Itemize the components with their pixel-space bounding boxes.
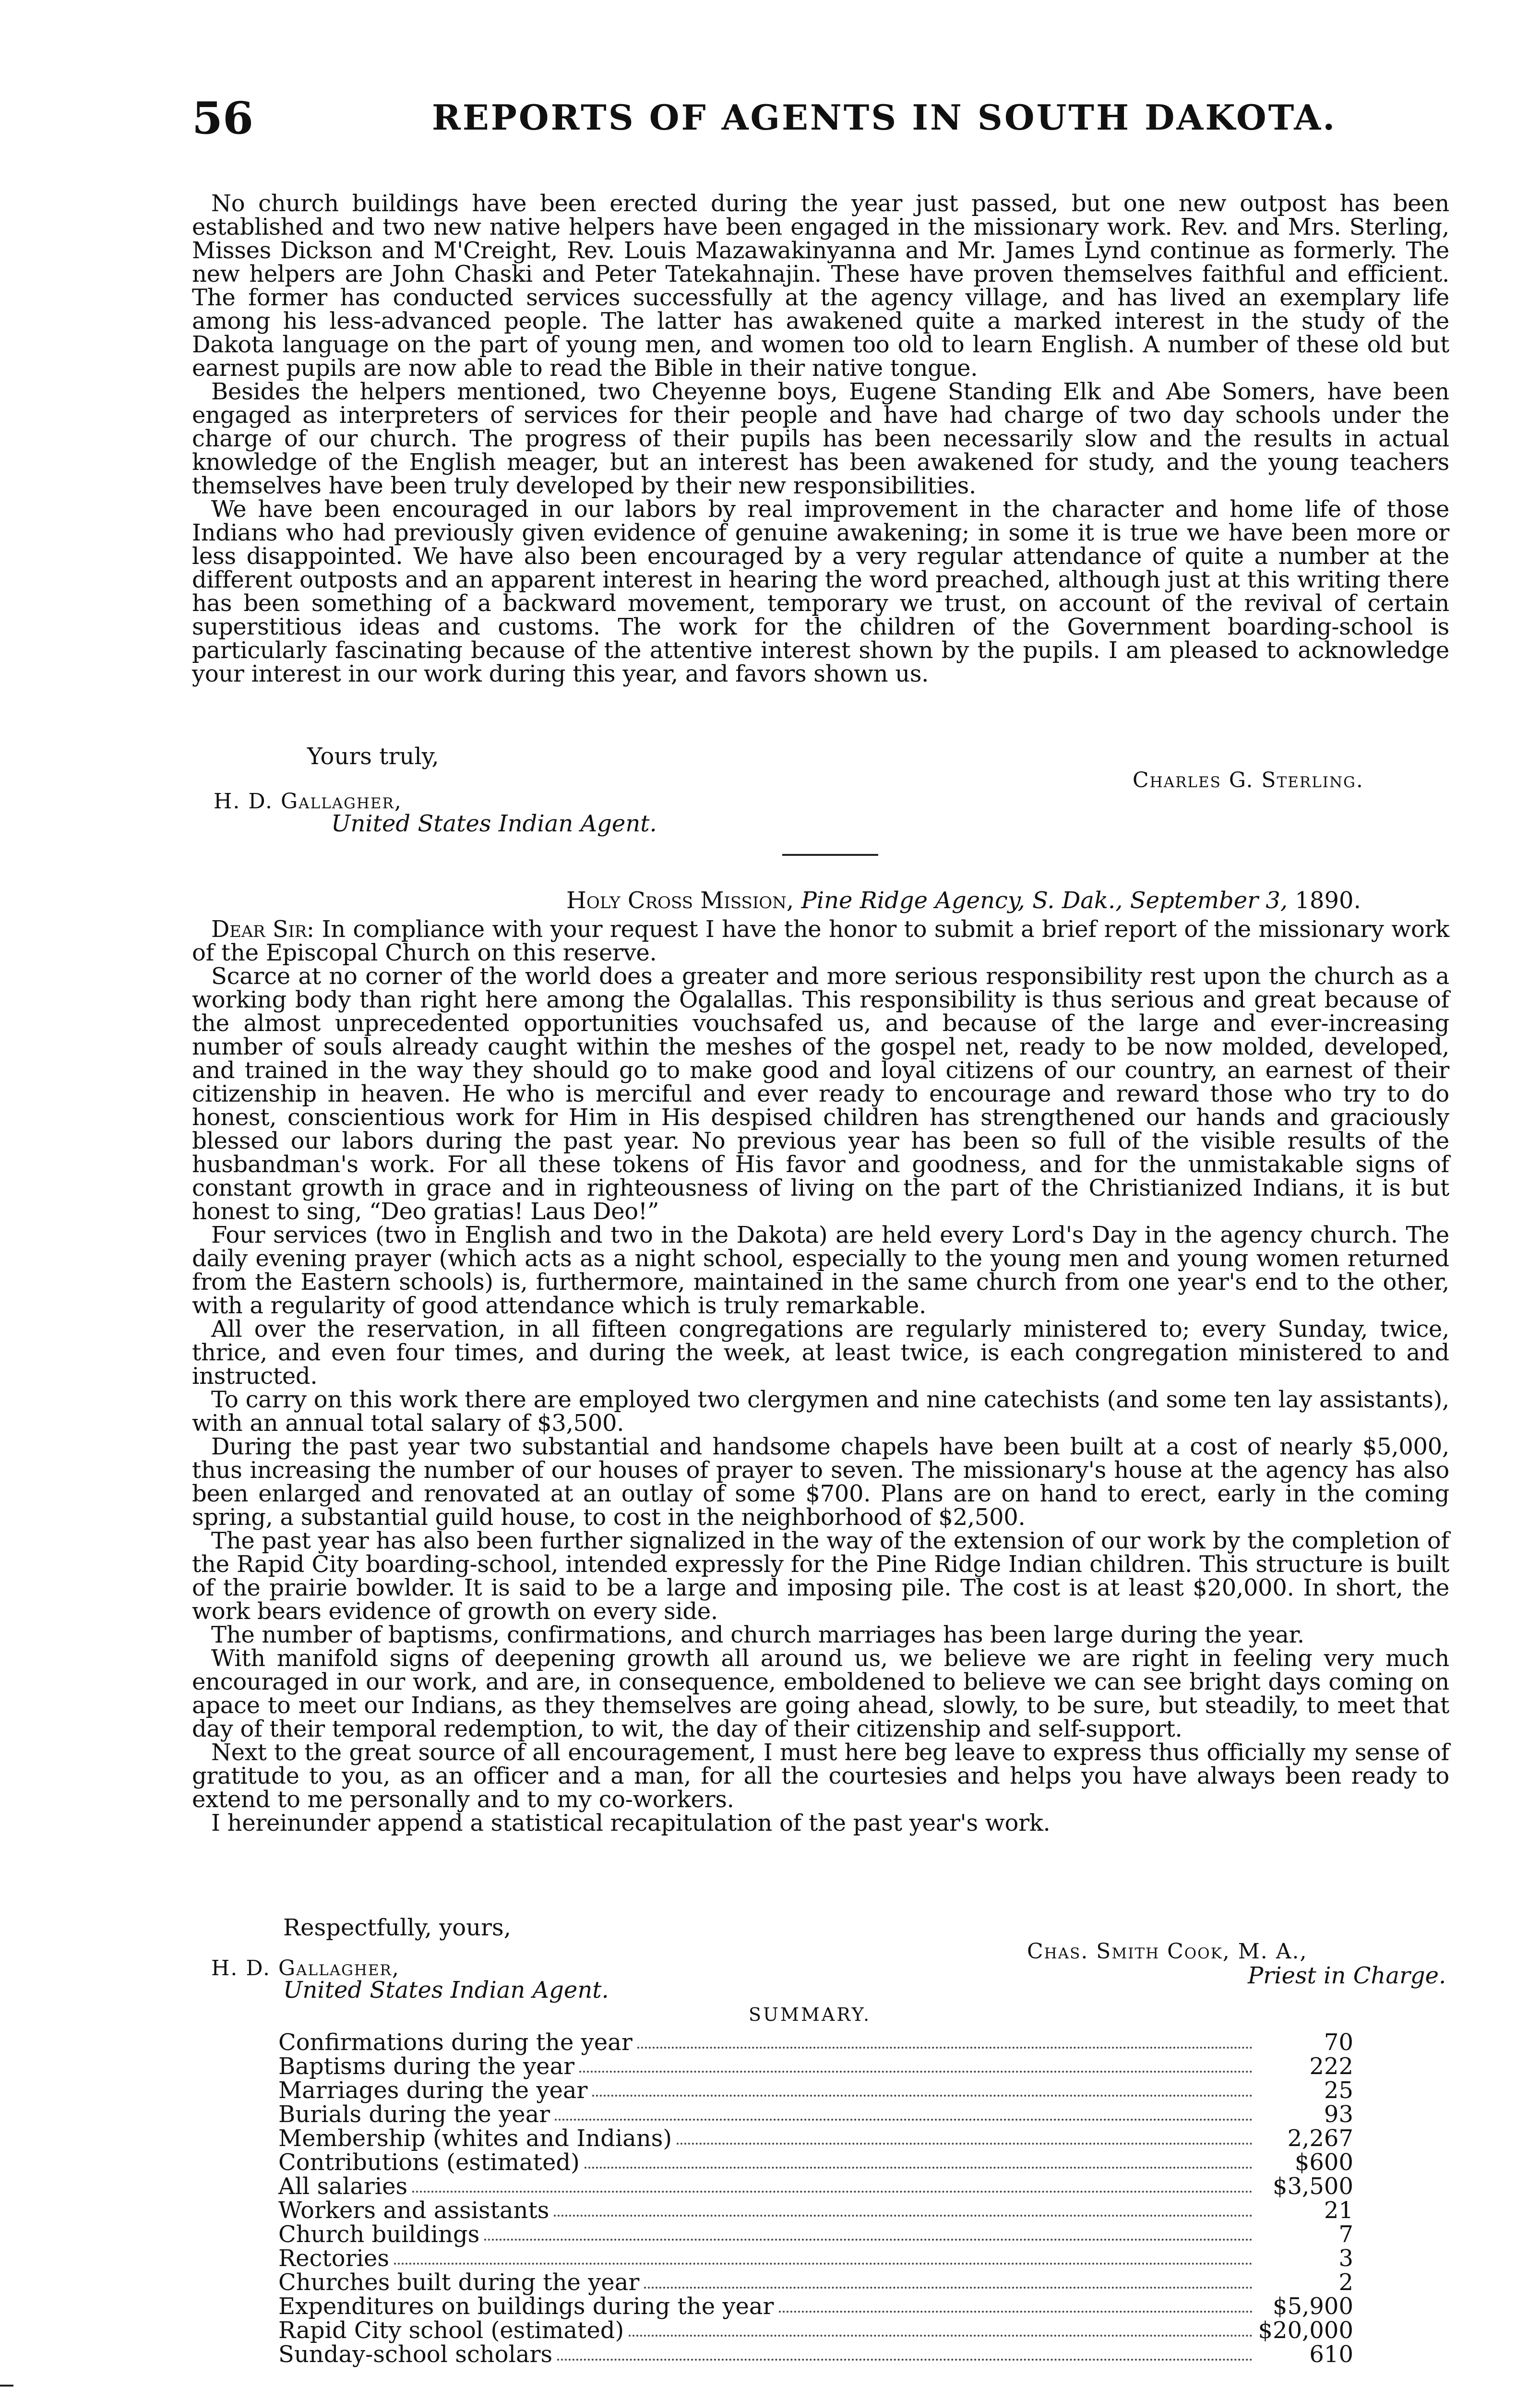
summary-label: All salaries <box>278 2173 408 2200</box>
paragraph: All over the reservation, in all fifteen congregations are regularly ministered to; every Sunday, twice, thrice, and even four times, and during the week, at least twice, is each congregation ministered to and instructed. <box>192 1316 1449 1390</box>
leader-dots <box>677 2143 1253 2145</box>
summary-row <box>278 2174 1353 2198</box>
summary-label: Churches built during the year <box>278 2269 640 2296</box>
summary-value: 70 <box>1324 2029 1353 2056</box>
leader-dots <box>412 2191 1253 2193</box>
summary-value: 2 <box>1338 2269 1353 2296</box>
summary-value: 7 <box>1338 2221 1353 2248</box>
leader-dots <box>644 2287 1253 2289</box>
summary-value: 222 <box>1309 2053 1353 2080</box>
summary-value: $20,000 <box>1258 2317 1353 2344</box>
page-number: 56 <box>192 92 254 144</box>
closing-line: Respectfully, yours, <box>283 1914 511 1941</box>
summary-label: Church buildings <box>278 2221 480 2248</box>
summary-label: Expenditures on buildings during the year <box>278 2293 774 2320</box>
summary-value: $600 <box>1294 2149 1353 2176</box>
summary-label: Rectories <box>278 2245 389 2272</box>
signature-cook: Chas. Smith Cook, M. A., <box>1027 1939 1308 1964</box>
summary-label: Contributions (estimated) <box>278 2149 580 2176</box>
paragraph-text: In compliance with your request I have the honor to submit a brief report of the missionary work of the Episcopal Church on this reserve. <box>192 916 1449 966</box>
paragraph: With manifold signs of deepening growth all around us, we believe we are right in feeling very much encouraged in our work, and are, in consequence, emboldened to believe we can see bright days coming on apace to meet our Indians, as they themselves are going ahead, slowly, to be sure, but steadily, to meet that day of their temporal redemption, to wit, the day of their citizenship and self-support. <box>192 1645 1449 1742</box>
salutation: Dear Sir: <box>211 916 314 943</box>
paragraph: Next to the great source of all encouragement, I must here beg leave to express thus officially my sense of gratitude to you, as an officer and a man, for all the courtesies and helps you have always been ready to extend to me personally and to my co-workers. <box>192 1739 1449 1813</box>
summary-label: Baptisms during the year <box>278 2053 575 2080</box>
section-divider <box>782 854 878 856</box>
leader-dots <box>637 2047 1253 2049</box>
paragraph: Four services (two in English and two in the Dakota) are held every Lord's Day in the agency church. The daily evening prayer (which acts as a night school, especially to the young men and young women returned from the Eastern schools) is, furthermore, maintained in the same church from one year's end to the other, with a regularity of good attendance which is truly remarkable. <box>192 1222 1449 1319</box>
summary-row <box>278 2294 1353 2318</box>
addressee-name: H. D. Gallagher, <box>214 789 402 814</box>
signature-sterling: Charles G. Sterling. <box>1133 768 1364 792</box>
summary-value: $5,900 <box>1273 2293 1353 2320</box>
summary-value: 25 <box>1324 2077 1353 2104</box>
leader-dots <box>484 2239 1253 2241</box>
summary-label: Burials during the year <box>278 2101 550 2128</box>
summary-row <box>278 2150 1353 2174</box>
closing-line: Yours truly, <box>307 743 439 770</box>
summary-value: 2,267 <box>1287 2125 1353 2152</box>
summary-row <box>278 2246 1353 2270</box>
paragraph: The past year has also been further signalized in the way of the extension of our work by the completion of the Rapid City boarding-school, intended expressly for the Pine Ridge Indian children. This structure is built of the prairie bowlder. It is said to be a large and imposing pile. The cost is at least $20,000. In short, the work bears evidence of growth on every side. <box>192 1527 1449 1625</box>
leader-dots <box>554 2215 1253 2217</box>
dateline-year: 1890. <box>1295 887 1361 914</box>
leader-dots <box>579 2071 1253 2073</box>
summary-value: 610 <box>1309 2341 1353 2368</box>
summary-row <box>278 2270 1353 2294</box>
summary-row <box>278 2078 1353 2102</box>
addressee-title: United States Indian Agent. <box>331 810 657 837</box>
summary-value: $3,500 <box>1273 2173 1353 2200</box>
leader-dots <box>779 2311 1253 2313</box>
leader-dots <box>592 2095 1253 2097</box>
paragraph: Besides the helpers mentioned, two Cheyenne boys, Eugene Standing Elk and Abe Somers, have been engaged as interpreters of services for their people and have had charge of two day schools under the charge of our church. The progress of their pupils has been necessarily slow and the results in actual knowledge of the English meager, but an interest has been awakened for study, and the young teachers themselves have been truly developed by their new responsibilities. <box>192 378 1449 499</box>
letter-cook-body <box>192 918 1449 1835</box>
leader-dots <box>555 2119 1253 2121</box>
dateline-place: Holy Cross Mission, <box>566 887 794 914</box>
margin-mark <box>0 2385 13 2387</box>
summary-row <box>278 2342 1353 2366</box>
summary-row <box>278 2198 1353 2222</box>
paragraph: Scarce at no corner of the world does a greater and more serious responsibility rest upon the church as a working body than right here among the Ogalallas. This responsibility is thus serious and great because of the almost unprecedented opportunities vouchsafed us, and because of the large and ever-increasing number of souls already caught within the meshes of the gospel net, ready to be now molded, developed, and trained in the way they should go to make good and loyal citizens of our country, an earnest of their citizenship in heaven. He who is merciful and ever ready to encourage and reward those who try to do honest, conscientious work for Him in His despised children has strengthened our hands and graciously blessed our labors during the past year. No previous year has been so full of the visible results of the husbandman's work. For all these tokens of His favor and goodness, and for the unmistakable signs of constant growth in grace and in righteousness of living on the part of the Christianized Indians, it is but honest to sing, “Deo gratias! Laus Deo!” <box>192 963 1449 1225</box>
summary-value: 3 <box>1338 2245 1353 2272</box>
leader-dots <box>629 2335 1253 2337</box>
summary-label: Sunday-school scholars <box>278 2341 553 2368</box>
page-header <box>192 92 1440 150</box>
signature-title: Priest in Charge. <box>1248 1962 1446 1989</box>
summary-row <box>278 2102 1353 2126</box>
letter-sterling-body <box>192 192 1449 686</box>
summary-row <box>278 2126 1353 2150</box>
dateline-location-date: Pine Ridge Agency, S. Dak., September 3, <box>801 887 1288 914</box>
paragraph: I hereinunder append a statistical recapitulation of the past year's work. <box>211 1810 1051 1836</box>
summary-row <box>278 2222 1353 2246</box>
summary-label: Marriages during the year <box>278 2077 588 2104</box>
paragraph: The number of baptisms, confirmations, and church marriages has been large during the year. <box>211 1621 1304 1648</box>
paragraph: We have been encouraged in our labors by real improvement in the character and home life of those Indians who had previously given evidence of genuine awakening; in some it is true we have been more or less disappointed. We have also been encouraged by a very regular attendance of quite a number at the different outposts and an apparent interest in hearing the word preached, although just at this writing there has been something of a backward movement, temporary we trust, on account of the revival of certain superstitious ideas and customs. The work for the children of the Government boarding-school is particularly fascinating because of the attentive interest shown by the pupils. I am pleased to acknowledge your interest in our work during this year, and favors shown us. <box>192 496 1449 687</box>
summary-label: Membership (whites and Indians) <box>278 2125 672 2152</box>
paragraph <box>192 918 1449 965</box>
summary-value: 93 <box>1324 2101 1353 2128</box>
addressee-title: United States Indian Agent. <box>283 1977 609 2004</box>
summary-label: Workers and assistants <box>278 2197 549 2224</box>
summary-table <box>278 2030 1353 2366</box>
paragraph: During the past year two substantial and handsome chapels have been built at a cost of nearly $5,000, thus increasing the number of our houses of prayer to seven. The missionary's house at the agency has also been enlarged and renovated at an outlay of some $700. Plans are on hand to erect, early in the coming spring, a substantial guild house, to cost in the neighborhood of $2,500. <box>192 1433 1449 1531</box>
leader-dots <box>557 2359 1253 2361</box>
addressee-name: H. D. Gallagher, <box>211 1956 400 1980</box>
summary-label: Rapid City school (estimated) <box>278 2317 624 2344</box>
summary-row <box>278 2054 1353 2078</box>
leader-dots <box>394 2263 1253 2265</box>
running-head: REPORTS OF AGENTS IN SOUTH DAKOTA. <box>432 97 1337 138</box>
paragraph: No church buildings have been erected during the year just passed, but one new outpost has been established and two new native helpers have been engaged in the missionary work. Rev. and Mrs. Sterling, Misses Dickson and M'Creight, Rev. Louis Mazawakinyanna and Mr. James Lynd continue as formerly. The new helpers are John Chaski and Peter Tatekahnajin. These have proven themselves faithful and efficient. The former has conducted services successfully at the agency village, and has lived an exemplary life among his less-advanced people. The latter has awakened quite a marked interest in the study of the Dakota language on the part of young men, and women too old to learn English. A number of these old but earnest pupils are now able to read the Bible in their native tongue. <box>192 190 1449 382</box>
summary-label: Confirmations during the year <box>278 2029 633 2056</box>
summary-row <box>278 2318 1353 2342</box>
summary-row <box>278 2030 1353 2054</box>
summary-title: SUMMARY. <box>749 2004 871 2025</box>
leader-dots <box>585 2167 1253 2169</box>
dateline <box>566 887 1361 914</box>
summary-value: 21 <box>1324 2197 1353 2224</box>
paragraph: To carry on this work there are employed two clergymen and nine catechists (and some ten lay assistants), with an annual total salary of $3,500. <box>192 1386 1449 1437</box>
